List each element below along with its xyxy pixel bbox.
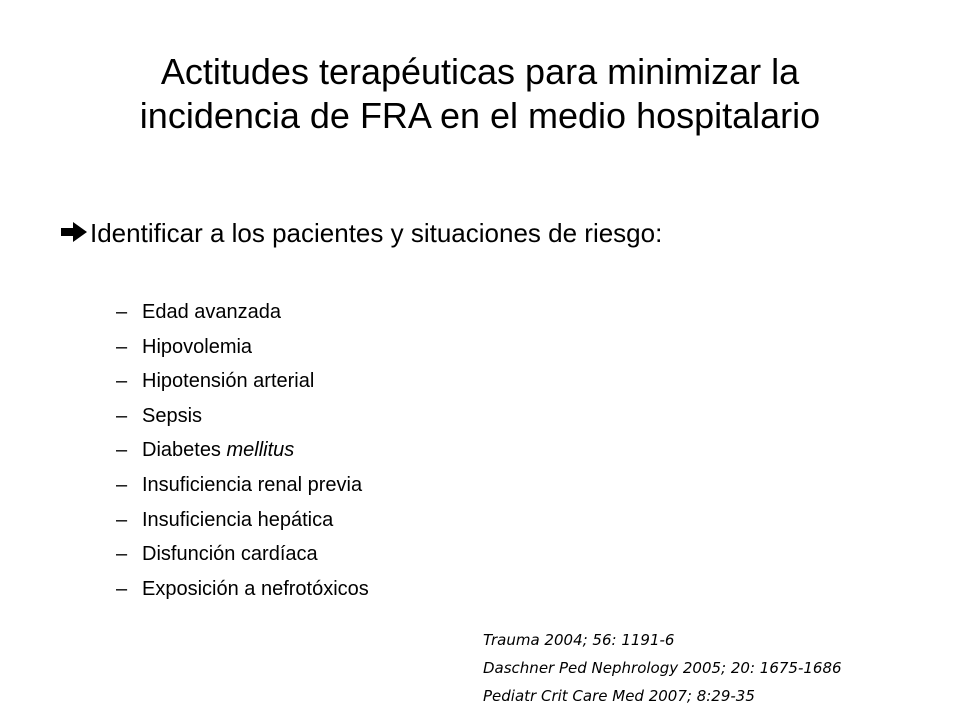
dash-marker: – [116, 301, 128, 323]
dash-marker: – [116, 577, 128, 600]
risk-factor-item [116, 295, 369, 330]
dash-marker: – [116, 404, 128, 427]
dash-marker: – [116, 335, 128, 358]
references [483, 626, 842, 710]
risk-factor-item [116, 537, 369, 572]
risk-factor-text: Insuficiencia renal previa [142, 473, 363, 496]
risk-factor-item [116, 364, 369, 399]
risk-factor-item [116, 433, 369, 468]
risk-factor-italic-text: mellitus [226, 439, 295, 462]
risk-factor-text: Exposición a nefrotóxicos [142, 577, 369, 600]
reference-line: Pediatr Crit Care Med 2007; 8:29-35 [483, 687, 755, 705]
slide-title [40, 50, 920, 138]
risk-factor-text: Sepsis [142, 404, 203, 427]
risk-factor-text: Insuficiencia hepática [142, 508, 334, 531]
risk-factor-item [116, 503, 369, 538]
dash-marker: – [116, 439, 128, 462]
title-line-1: Actitudes terapéuticas para minimizar la [160, 51, 800, 92]
risk-factor-list [116, 295, 369, 606]
risk-factor-item [116, 330, 369, 365]
risk-factor-item [116, 468, 369, 503]
risk-factor-text: Edad avanzada [142, 301, 282, 323]
risk-factor-item [116, 399, 369, 434]
dash-marker: – [116, 473, 128, 496]
dash-marker: – [116, 543, 128, 566]
reference-line: Daschner Ped Nephrology 2005; 20: 1675-1686 [483, 659, 842, 677]
risk-factor-text: Disfunción cardíaca [142, 543, 318, 566]
risk-factor-text: Hipovolemia [142, 335, 253, 358]
main-bullet-text: Identificar a los pacientes y situaciones de riesgo: [90, 218, 663, 248]
arrow-right-icon [60, 220, 88, 244]
dash-marker: – [116, 370, 128, 393]
risk-factor-text: Hipotensión arterial [142, 370, 315, 393]
reference-line: Trauma 2004; 56: 1191-6 [483, 631, 675, 649]
risk-factor-item [116, 572, 369, 607]
dash-marker: – [116, 508, 128, 531]
risk-factor-text: Diabetes [142, 439, 227, 462]
main-bullet [60, 213, 662, 253]
title-line-2: incidencia de FRA en el medio hospitalario [139, 95, 821, 136]
